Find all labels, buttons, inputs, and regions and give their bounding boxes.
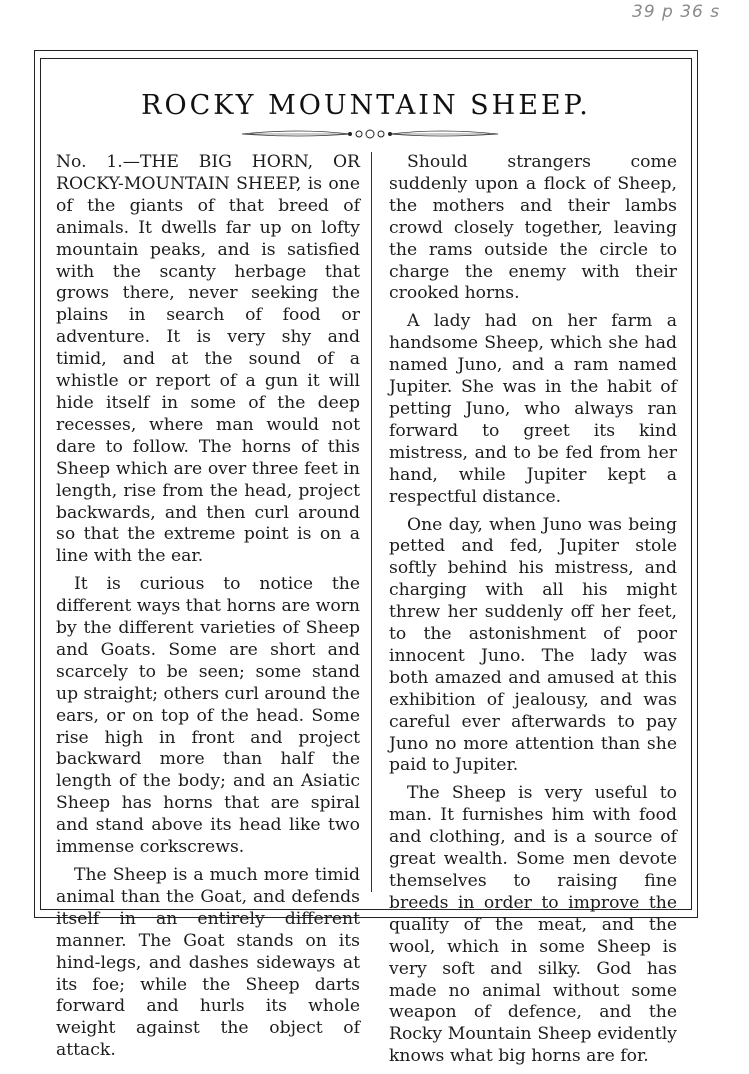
paragraph: A lady had on her farm a handsome Sheep, which she had named Juno, and a ram named Jupiter. She was in the habit of petting Juno, who always ran forward to greet its kind mistress, and to be fed from her hand, while Jupiter kept a respectful distance.: [389, 311, 677, 507]
right-column: [389, 152, 677, 1074]
pencil-annotation: 39 p 36 s: [632, 2, 721, 22]
left-column: [56, 152, 360, 1068]
paragraph: Should strangers come suddenly upon a flock of Sheep, the mothers and their lambs crowd closely together, leaving the rams outside the circle to charge the enemy with their crooked horns.: [389, 152, 677, 304]
paragraph: No. 1.—THE BIG HORN, OR ROCKY-MOUNTAIN SHEEP, is one of the giants of that breed of animals. It dwells far up on lofty mountain peaks, and is satisfied with the scanty herbage that grows there, never seeking the plains in search of food or adventure. It is very shy and timid, and at the sound of a whistle or report of a gun it will hide itself in some of the deep recesses, where man would not dare to follow. The horns of this Sheep which are over three feet in length, rise from the head, project backwards, and then curl around so that the extreme point is on a line with the ear.: [56, 152, 360, 567]
column-divider: [371, 152, 372, 892]
ornament-flourish-icon: [240, 126, 500, 142]
paragraph: One day, when Juno was being petted and fed, Jupiter stole softly behind his mistress, and charging with all his might threw her suddenly off her feet, to the astonishment of poor innocent Juno. The lady was both amazed and amused at this exhibition of jealousy, and was careful ever afterwards to pay Juno no more attention than she paid to Jupiter.: [389, 514, 677, 776]
page-title: ROCKY MOUNTAIN SHEEP.: [141, 90, 591, 121]
paragraph: The Sheep is very useful to man. It furnishes him with food and clothing, and is a source of great wealth. Some men devote themselves to raising fine breeds in order to improve the quality of the meat, and the wool, which in some Sheep is very soft and silky. God has made no animal without some weapon of defence, and the Rocky Mountain Sheep evidently knows what big horns are for.: [389, 783, 677, 1067]
paragraph: It is curious to notice the different ways that horns are worn by the different varieties of Sheep and Goats. Some are short and scarcely to be seen; some stand up straight; others curl around the ears, or on top of the head. Some rise high in front and project backward more than half the length of the body; and an Asiatic Sheep has horns that are spiral and stand above its head like two immense corkscrews.: [56, 574, 360, 858]
paragraph: The Sheep is a much more timid animal than the Goat, and defends itself in an entirely different manner. The Goat stands on its hind-legs, and dashes sideways at its foe; while the Sheep darts forward and hurls its whole weight against the object of attack.: [56, 865, 360, 1061]
